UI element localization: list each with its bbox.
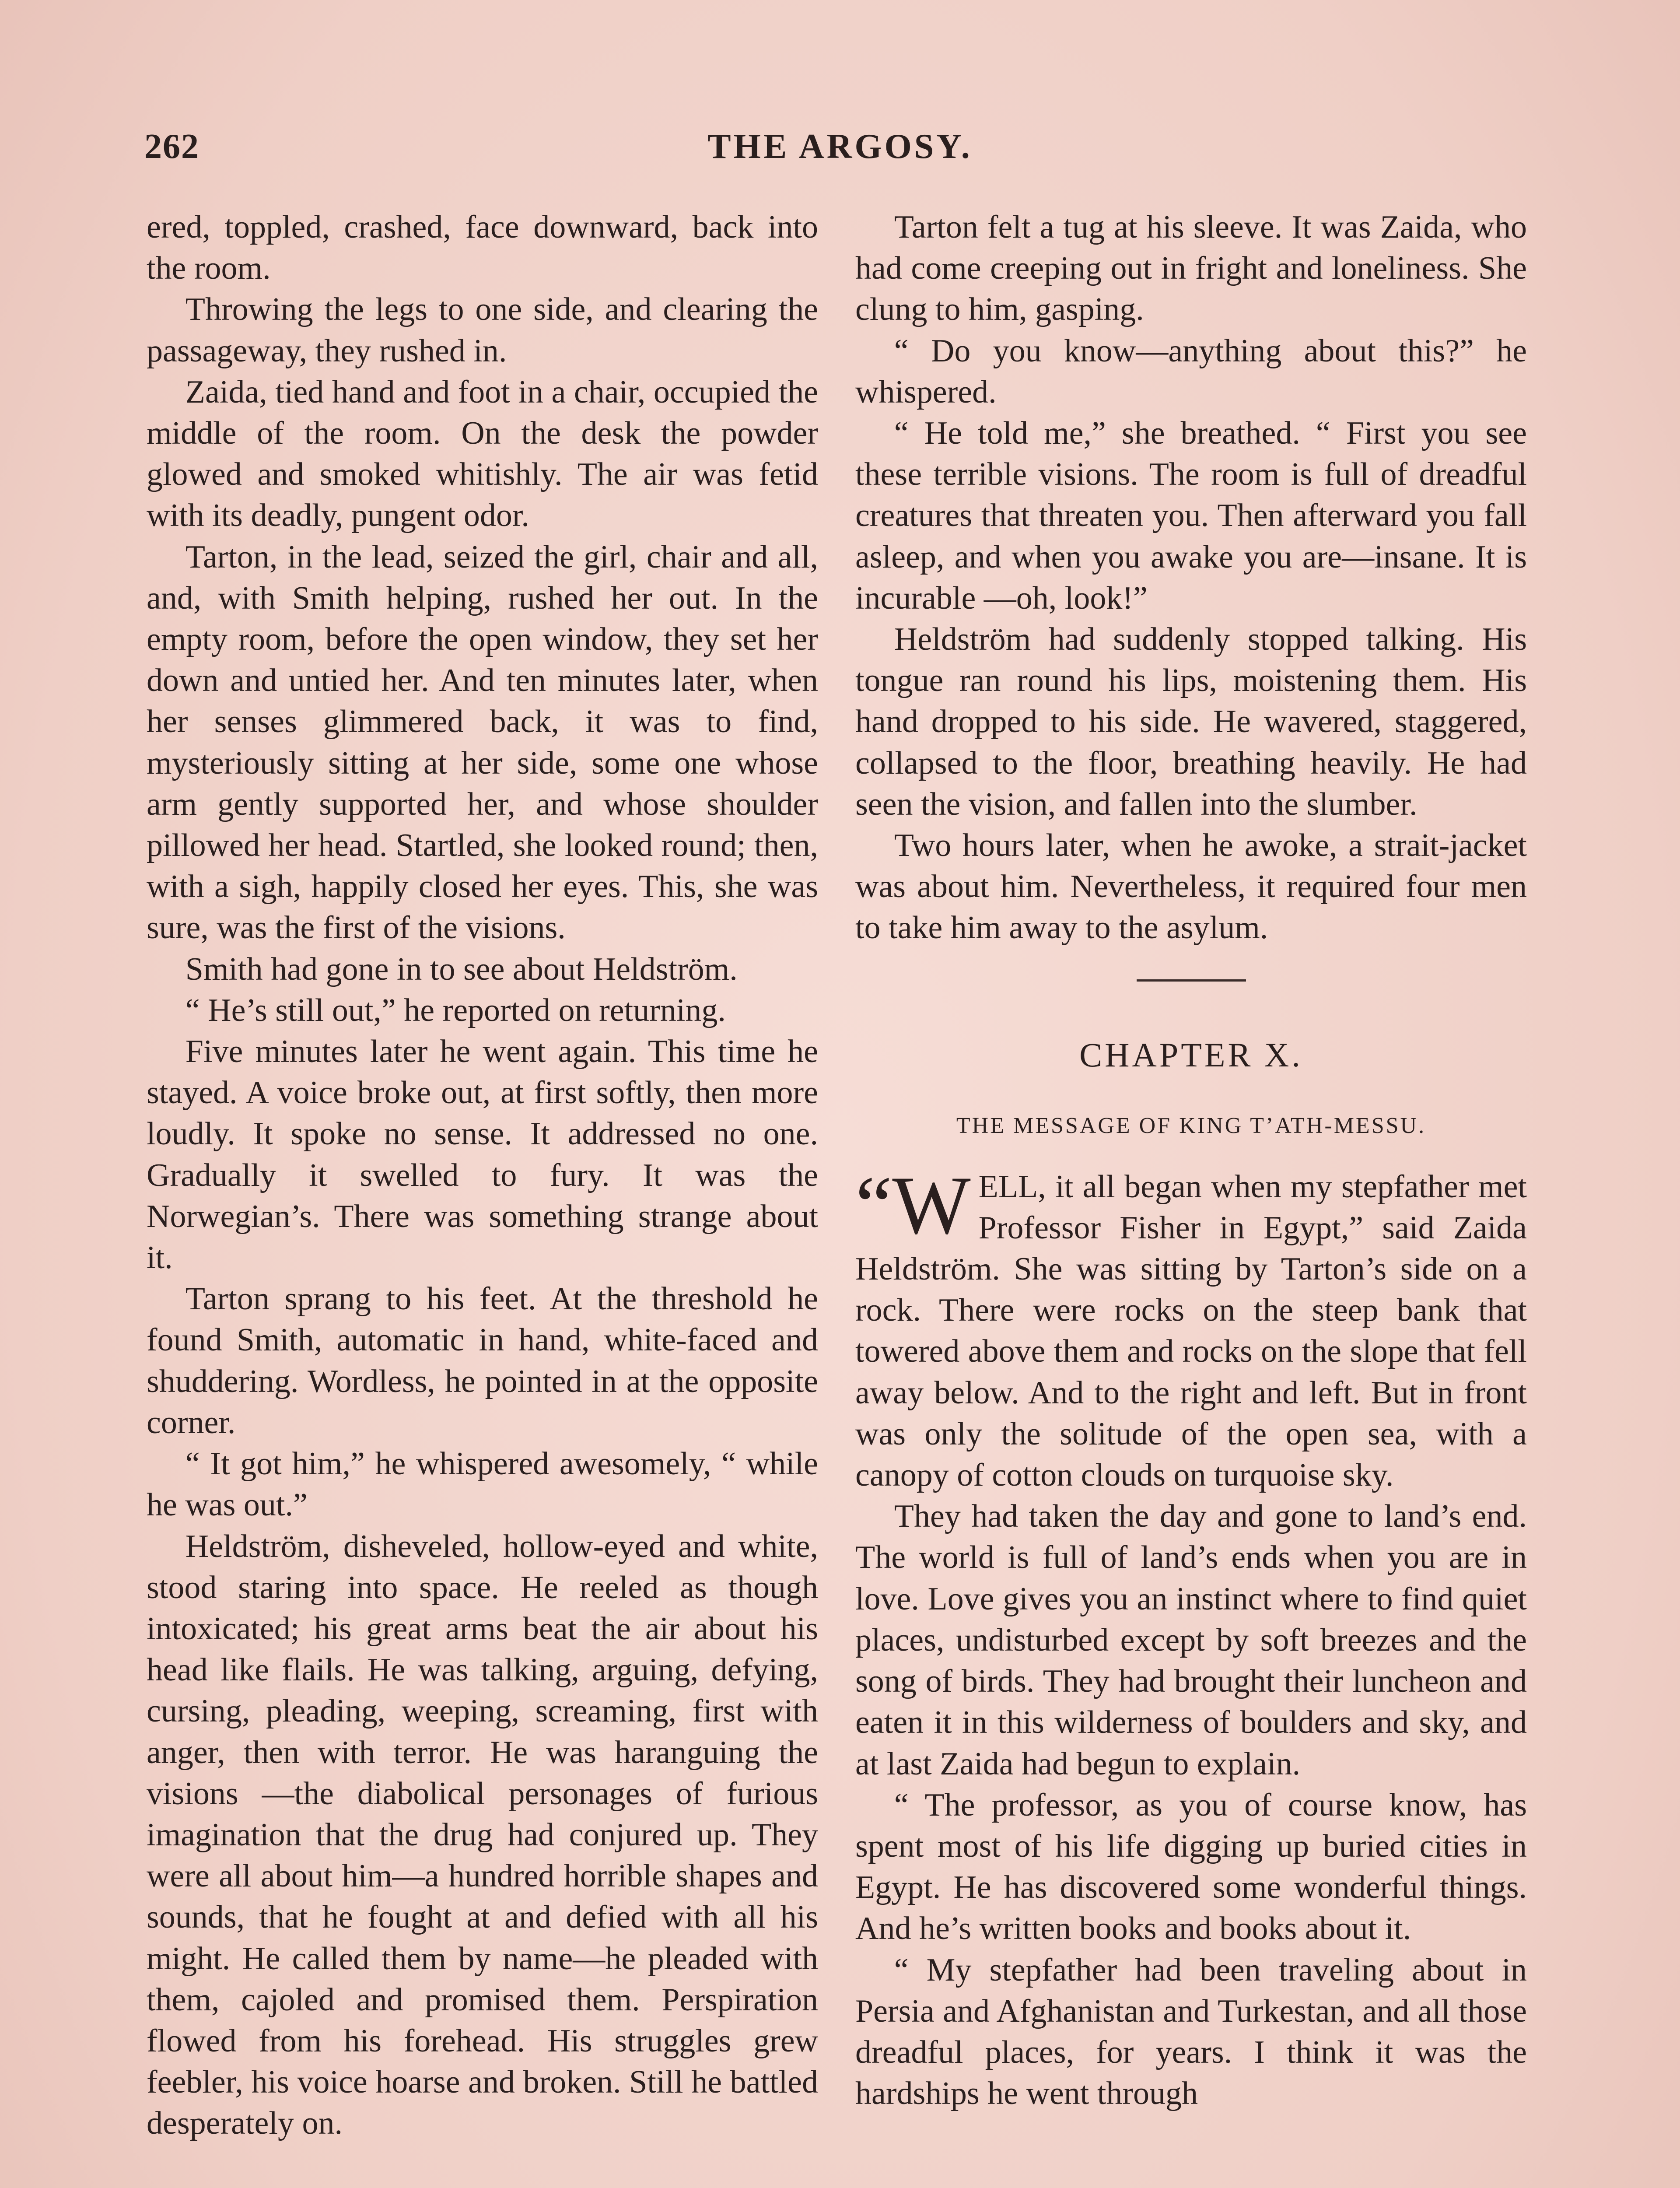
paragraph: Tarton, in the lead, seized the girl, chair and all, and, with Smith helping, rushed her out. In the empty room, before the open window, they set her down and untied her. And ten minutes later, when her senses glimmered back, it was to find, mysteriously sitting at her side, some one whose arm gently supported her, and whose shoulder pillowed her head. Startled, she looked round; then, with a sigh, happily closed her eyes. This, she was sure, was the first of the visions. <box>147 539 818 946</box>
running-title: THE ARGOSY. <box>707 127 973 166</box>
chapter-subtitle: THE MESSAGE OF KING T’ATH-MESSU. <box>956 1113 1426 1138</box>
drop-cap: “W <box>855 1159 971 1252</box>
paragraph: “ The professor, as you of course know, has spent most of his life digging up buried cities in Egypt. He has discovered some wonderful things. And he’s written books and books about it. <box>855 1787 1527 1947</box>
opening-paragraph <box>855 1159 1527 1496</box>
left-column <box>147 207 818 2144</box>
paragraph: Five minutes later he went again. This time he stayed. A voice broke out, at first softly, then more loudly. It spoke no sense. It addressed no one. Gradually it swelled to fury. It was the Norwegian’s. There was something strange about it. <box>147 1034 818 1276</box>
paragraph: “ He told me,” she breathed. “ First you see these terrible visions. The room is full of dreadful creatures that threaten you. Then afterward you fall asleep, and when you awake you are—insane. It is incurable —oh, look!” <box>855 415 1527 616</box>
opening-paragraph-text: ELL, it all began when my stepfather met Professor Fisher in Egypt,” said Zaida Heldström. She was sitting by Tarton’s side on a rock. There were rocks on the steep bank that towered above them and rocks on the slope that fell away below. And to the right and left. But in front was only the solitude of the open sea, with a canopy of cotton clouds on turquoise sky. <box>855 1168 1527 1494</box>
paragraph: “ My stepfather had been traveling about in Persia and Afghanistan and Turkestan, and all those dreadful places, for years. I think it was the hardships he went through <box>855 1952 1527 2112</box>
paragraph: Heldström, disheveled, hollow-eyed and white, stood staring into space. He reeled as though intoxicated; his great arms beat the air about his head like flails. He was talking, arguing, defying, cursing, pleading, weeping, screaming, first with anger, then with terror. He was haranguing the visions —the diabolical personages of furious imagination that the drug had conjured up. They were all about him—a hundred horrible shapes and sounds, that he fought at and defied with all his might. He called them by name—he pleaded with them, cajoled and promised them. Perspiration flowed from his forehead. His struggles grew feebler, his voice hoarse and broken. Still he battled desperately on. <box>147 1528 818 2142</box>
page-number: 262 <box>144 127 200 166</box>
paragraph: Throwing the legs to one side, and clearing the passageway, they rushed in. <box>147 291 818 369</box>
paragraph: They had taken the day and gone to land’s end. The world is full of land’s ends when you are in love. Love gives you an instinct where to find quiet places, undisturbed except by soft breezes and the song of birds. They had brought their luncheon and eaten it in this wilderness of boulders and sky, and at last Zaida had begun to explain. <box>855 1498 1527 1782</box>
paragraph: Heldström had suddenly stopped talking. His tongue ran round his lips, moistening them. His hand dropped to his side. He wavered, staggered, collapsed to the floor, breathing heavily. He had seen the vision, and fallen into the slumber. <box>855 621 1527 822</box>
paragraph: “ It got him,” he whispered awesomely, “ while he was out.” <box>147 1446 818 1523</box>
section-divider <box>1137 979 1246 982</box>
paragraph: Tarton sprang to his feet. At the threshold he found Smith, automatic in hand, white-faced and shuddering. Wordless, he pointed in at the opposite corner. <box>147 1281 818 1441</box>
paragraph: Smith had gone in to see about Heldström. <box>185 951 738 987</box>
paragraph: ered, toppled, crashed, face downward, back into the room. <box>147 209 818 287</box>
paragraph: Two hours later, when he awoke, a strait-jacket was about him. Nevertheless, it required four men to take him away to the asylum. <box>855 828 1527 946</box>
paragraph: Zaida, tied hand and foot in a chair, occupied the middle of the room. On the desk the powder glowed and smoked whitishly. The air was fetid with its deadly, pungent odor. <box>147 374 818 534</box>
paragraph: Tarton felt a tug at his sleeve. It was Zaida, who had come creeping out in fright and loneliness. She clung to him, gasping. <box>855 209 1527 328</box>
right-column <box>855 207 1527 2114</box>
paragraph: “ Do you know—anything about this?” he whispered. <box>855 333 1527 410</box>
page-header <box>144 127 1536 179</box>
chapter-heading: CHAPTER X. <box>1079 1035 1303 1074</box>
paragraph: “ He’s still out,” he reported on returning. <box>185 992 726 1028</box>
